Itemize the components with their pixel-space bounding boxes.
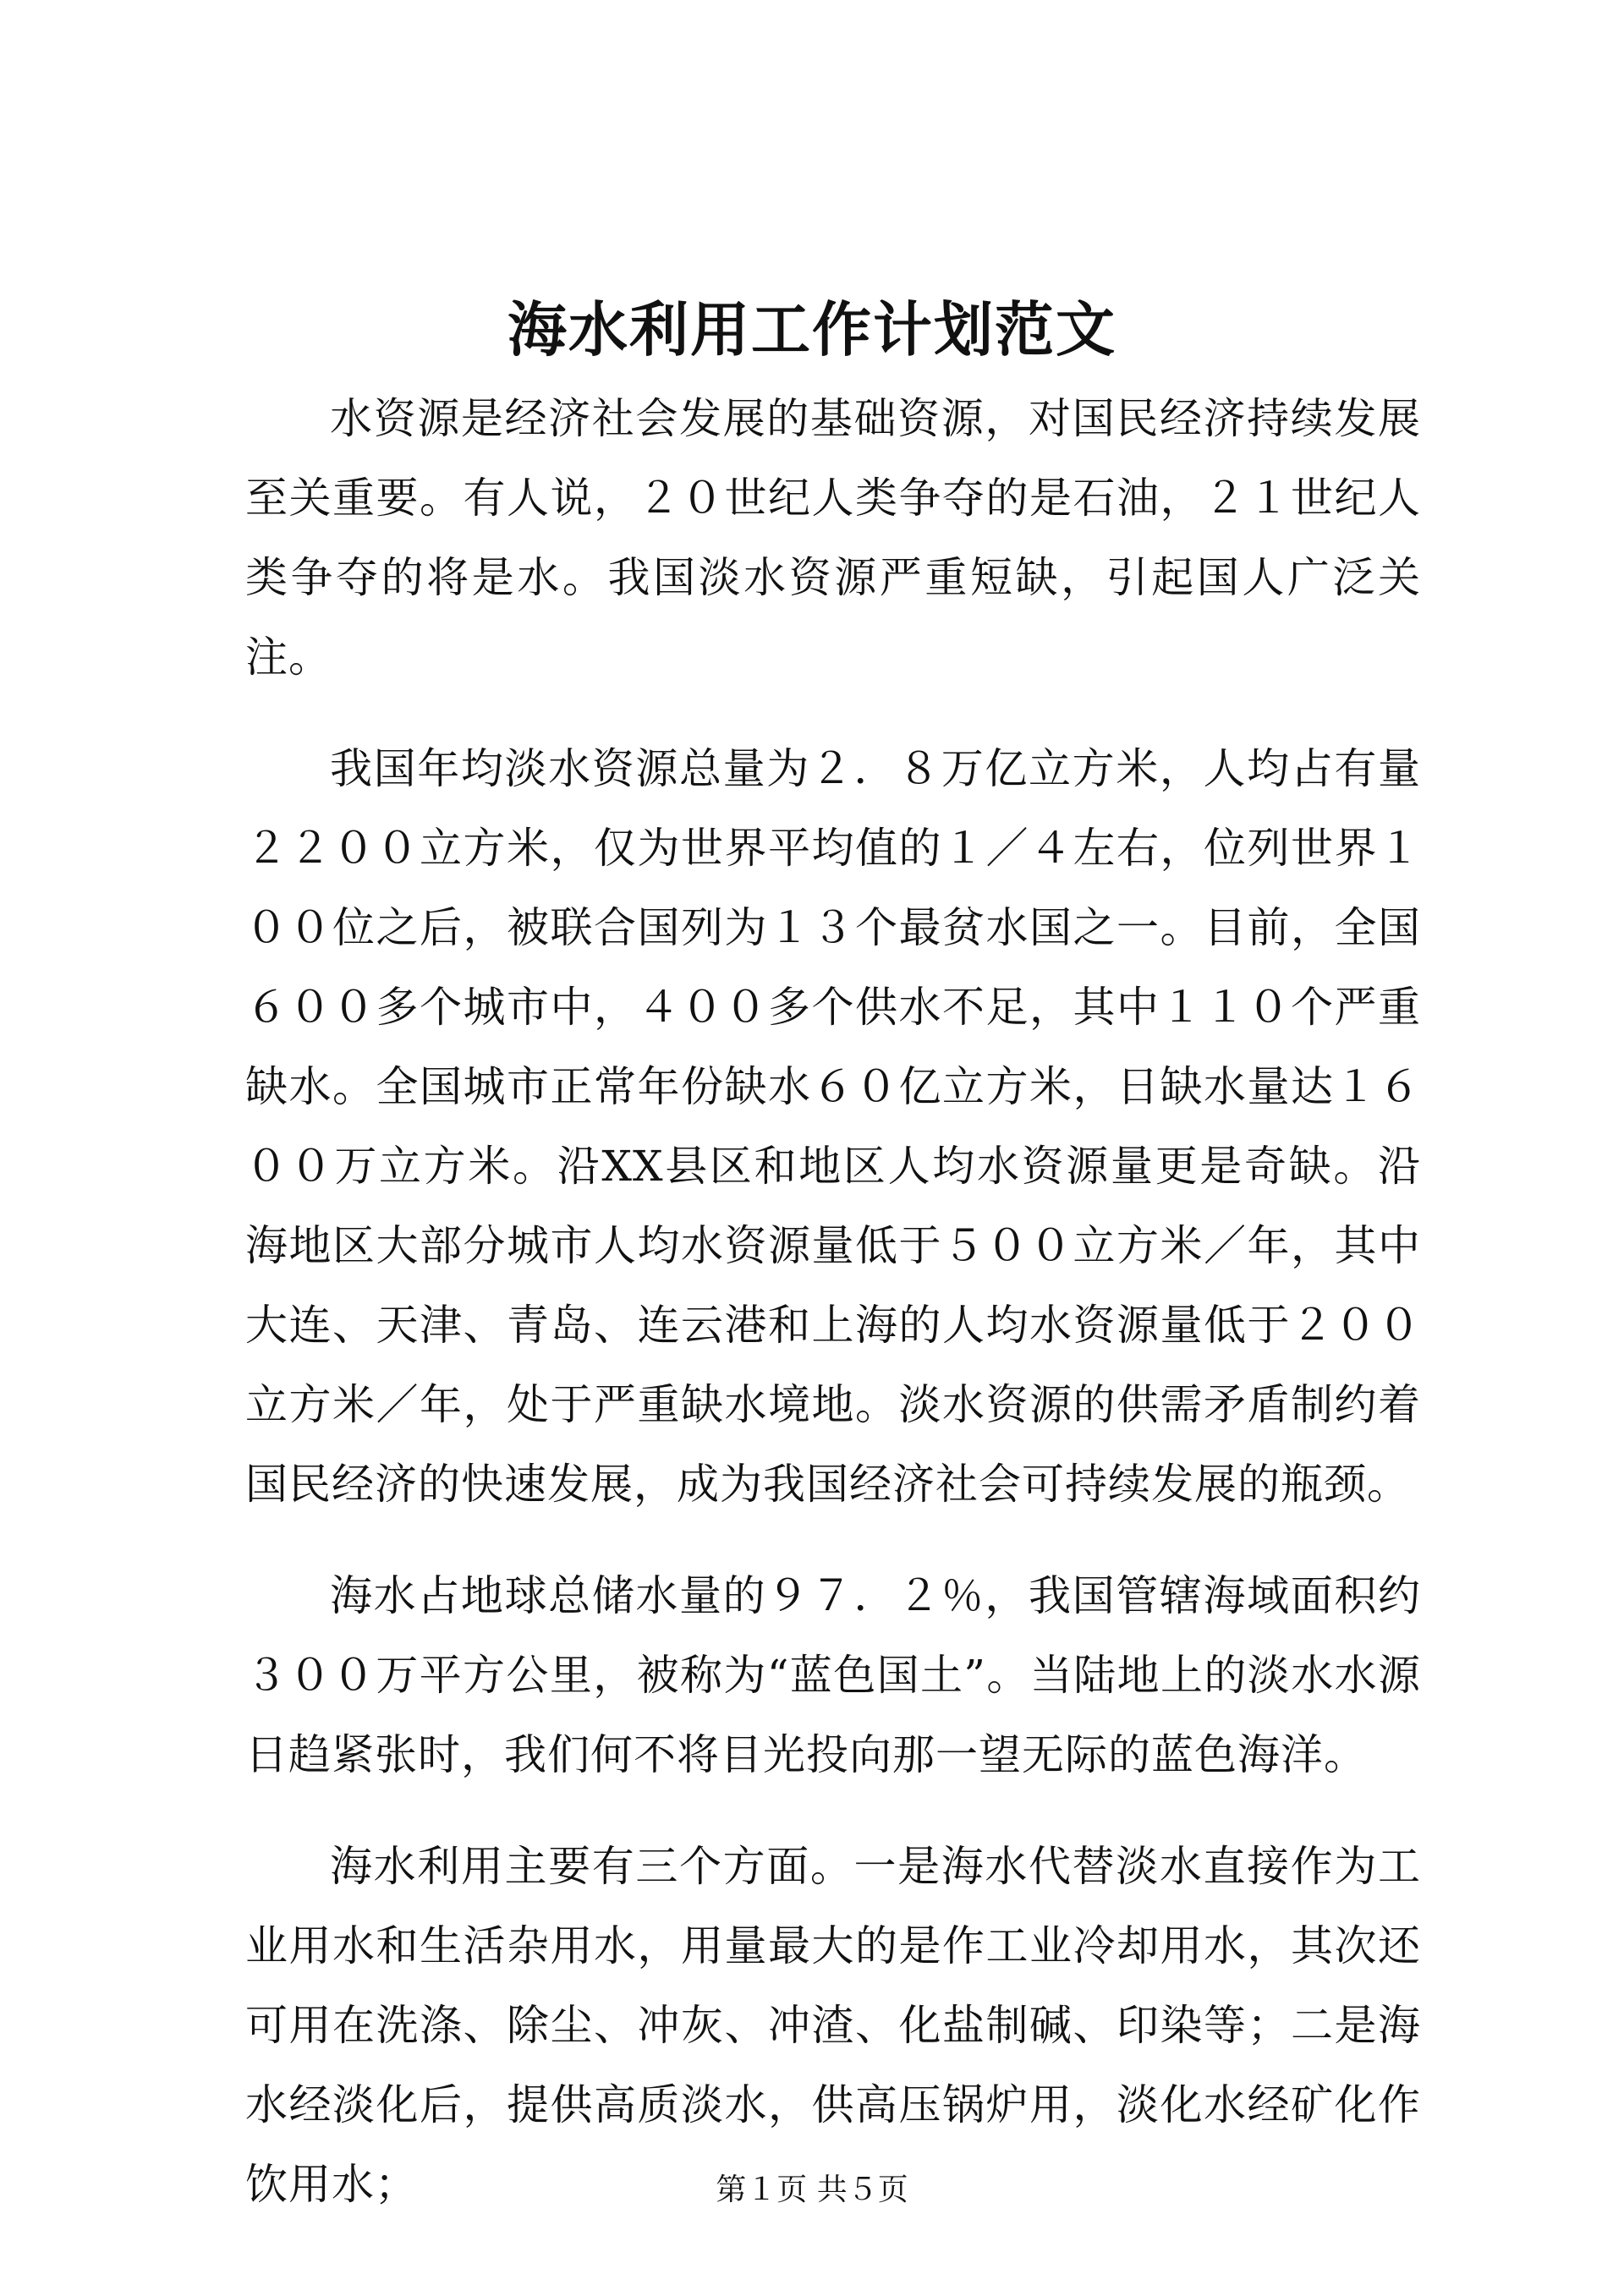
paragraph-1: 水资源是经济社会发展的基础资源，对国民经济持续发展至关重要。有人说，２０世纪人类争夺的是石油，２１世纪人类争夺的将是水。我国淡水资源严重短缺，引起国人广泛关注。 — [245, 394, 1421, 682]
paragraph-4: 海水利用主要有三个方面。一是海水代替淡水直接作为工业用水和生活杂用水，用量最大的是作工业冷却用水，其次还可用在洗涤、除尘、冲灰、冲渣、化盐制碱、印染等；二是海水经淡化后，提供高质淡水，供高压锅炉用，淡化水经矿化作饮用水； — [245, 1842, 1421, 2209]
page-footer: 第１页 共５页 — [716, 2173, 908, 2207]
paragraph-2: 我国年均淡水资源总量为２．８万亿立方米，人均占有量２２００立方米，仅为世界平均值的１／４左右，位列世界１００位之后，被联合国列为１３个最贫水国之一。目前，全国６００多个城市中，４００多个供水不足，其中１１０个严重缺水。全国城市正常年份缺水６０亿立方米，日缺水量达１６００万立方米。沿XX县区和地区人均水资源量更是奇缺。沿海地区大部分城市人均水资源量低于５００立方米／年，其中大连、天津、青岛、连云港和上海的人均水资源量低于２００立方米／年，处于严重缺水境地。淡水资源的供需矛盾制约着国民经济的快速发展，成为我国经济社会可持续发展的瓶颈。 — [245, 744, 1421, 1509]
paragraph-3: 海水占地球总储水量的９７．２％，我国管辖海域面积约３００万平方公里，被称为“蓝色国土”。当陆地上的淡水水源日趋紧张时，我们何不将目光投向那一望无际的蓝色海洋。 — [245, 1571, 1421, 1779]
document-body — [245, 379, 1421, 2256]
document-title: 海水利用工作计划范文 — [508, 294, 1116, 364]
